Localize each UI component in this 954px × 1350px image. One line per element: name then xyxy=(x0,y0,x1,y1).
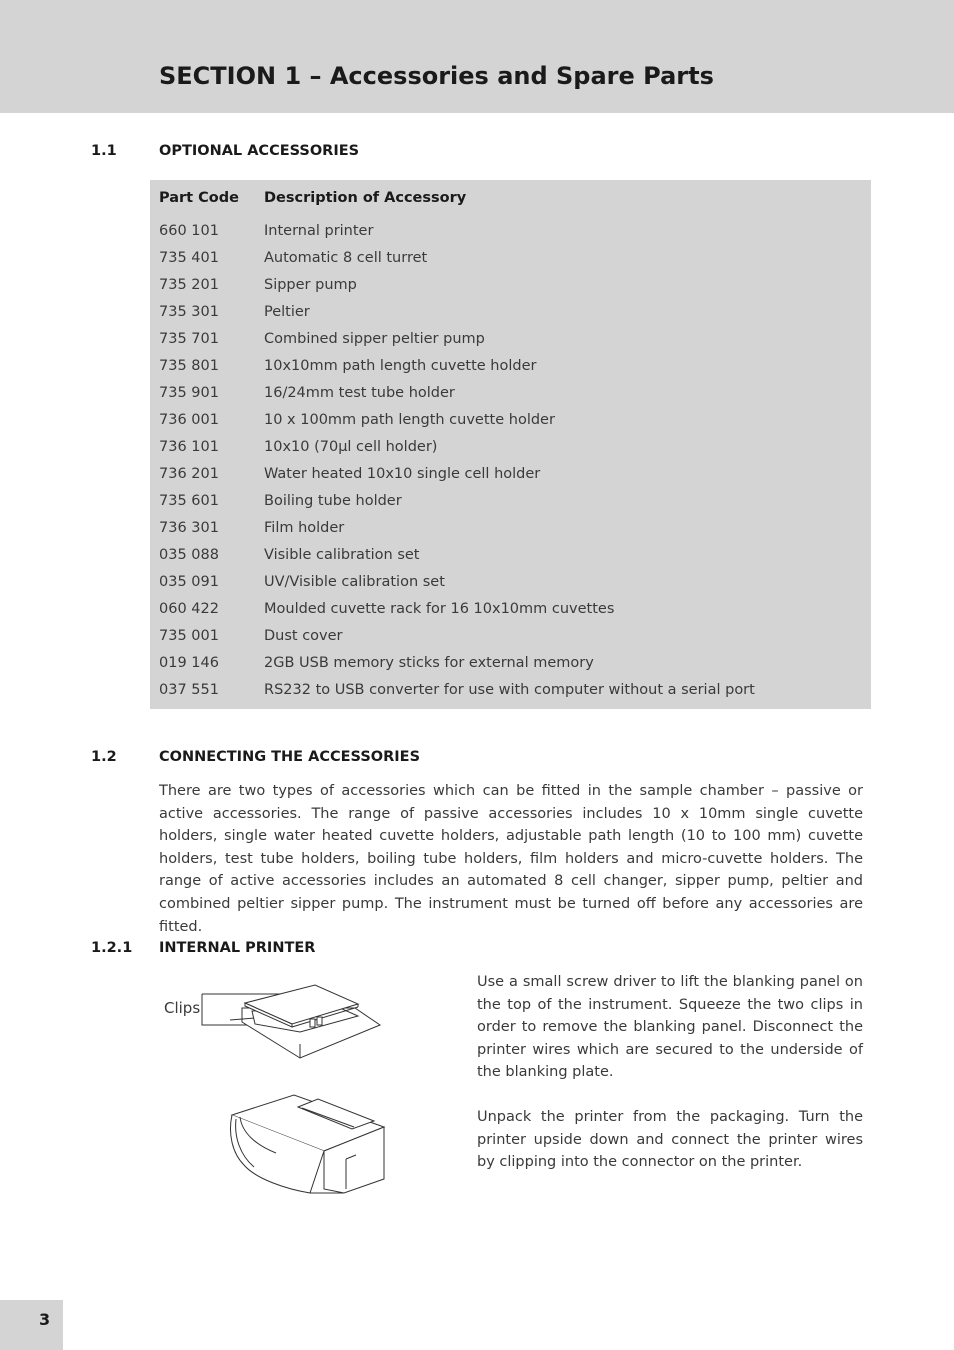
part-code: 736 201 xyxy=(159,466,219,482)
table-row xyxy=(150,596,871,623)
table-row xyxy=(150,218,871,245)
part-code: 735 601 xyxy=(159,493,219,509)
part-code: 735 901 xyxy=(159,385,219,401)
part-code: 736 101 xyxy=(159,439,219,455)
part-description: 2GB USB memory sticks for external memory xyxy=(264,655,594,671)
part-code: 060 422 xyxy=(159,601,219,617)
table-row xyxy=(150,299,871,326)
part-code: 736 301 xyxy=(159,520,219,536)
part-code: 035 088 xyxy=(159,547,219,563)
column-header-description: Description of Accessory xyxy=(264,190,467,206)
page-number-tab xyxy=(0,1300,63,1350)
part-description: Visible calibration set xyxy=(264,547,420,563)
table-row xyxy=(150,434,871,461)
part-code: 735 001 xyxy=(159,628,219,644)
part-description: UV/Visible calibration set xyxy=(264,574,445,590)
part-description: Combined sipper peltier pump xyxy=(264,331,485,347)
part-description: 10x10mm path length cuvette holder xyxy=(264,358,537,374)
blanking-panel-illustration xyxy=(200,980,390,1065)
part-description: Water heated 10x10 single cell holder xyxy=(264,466,541,482)
section-heading-text: CONNECTING THE ACCESSORIES xyxy=(159,749,421,765)
column-header-part-code: Part Code xyxy=(159,190,239,206)
part-description: Sipper pump xyxy=(264,277,357,293)
accessories-table xyxy=(150,180,871,709)
part-code: 035 091 xyxy=(159,574,219,590)
part-description: Dust cover xyxy=(264,628,343,644)
header-band xyxy=(0,0,954,113)
part-description: 10 x 100mm path length cuvette holder xyxy=(264,412,555,428)
part-code: 735 801 xyxy=(159,358,219,374)
table-row xyxy=(150,353,871,380)
table-row xyxy=(150,461,871,488)
section-number: 1.2 xyxy=(91,749,117,765)
section-number: 1.1 xyxy=(91,143,117,159)
printer-illustration xyxy=(226,1093,388,1195)
table-row xyxy=(150,272,871,299)
part-description: Boiling tube holder xyxy=(264,493,402,509)
printer-step-1-text: Use a small screw driver to lift the blanking panel on the top of the instrument. Squeeze the two clips in order to remove the blanking panel. Disconnect the printer wires which are secured to the underside of the blanking plate. xyxy=(477,974,863,1081)
part-code: 019 146 xyxy=(159,655,219,671)
table-row xyxy=(150,677,871,704)
table-row xyxy=(150,407,871,434)
page-number: 3 xyxy=(39,1310,51,1329)
table-row xyxy=(150,623,871,650)
part-description: Internal printer xyxy=(264,223,374,239)
printer-step-2-text: Unpack the printer from the packaging. Turn the printer upside down and connect the printer wires by clipping into the connector on the printer. xyxy=(477,1109,863,1171)
part-code: 736 001 xyxy=(159,412,219,428)
table-row xyxy=(150,245,871,272)
section-heading-text: OPTIONAL ACCESSORIES xyxy=(159,143,360,159)
part-description: Automatic 8 cell turret xyxy=(264,250,428,266)
part-description: 16/24mm test tube holder xyxy=(264,385,455,401)
table-row xyxy=(150,650,871,677)
table-row xyxy=(150,515,871,542)
part-code: 735 701 xyxy=(159,331,219,347)
part-code: 660 101 xyxy=(159,223,219,239)
table-header xyxy=(150,185,871,212)
section-heading-text: INTERNAL PRINTER xyxy=(159,940,316,956)
part-description: RS232 to USB converter for use with computer without a serial port xyxy=(264,682,755,698)
section-number: 1.2.1 xyxy=(91,940,133,956)
part-code: 735 401 xyxy=(159,250,219,266)
table-row xyxy=(150,488,871,515)
page-title: SECTION 1 – Accessories and Spare Parts xyxy=(159,62,714,90)
part-description: Moulded cuvette rack for 16 10x10mm cuvettes xyxy=(264,601,615,617)
table-row xyxy=(150,380,871,407)
part-description: Film holder xyxy=(264,520,345,536)
part-code: 735 301 xyxy=(159,304,219,320)
part-code: 037 551 xyxy=(159,682,219,698)
clips-label: Clips xyxy=(164,999,201,1017)
part-description: Peltier xyxy=(264,304,310,320)
table-row xyxy=(150,326,871,353)
table-row xyxy=(150,569,871,596)
connecting-paragraph: There are two types of accessories which can be fitted in the sample chamber – passive or active accessories. The range of passive accessories includes 10 x 10mm single cuvette holders, single water heated cuvette holders, adjustable path length (10 to 100 mm) cuvette holders, test tube holders, boiling tube holders, film holders and micro-cuvette holders. The range of active accessories includes an automated 8 cell changer, sipper pump, peltier and combined peltier sipper pump. The instrument must be turned off before any accessories are fitted. xyxy=(159,783,863,935)
table-row xyxy=(150,542,871,569)
part-description: 10x10 (70µl cell holder) xyxy=(264,439,438,455)
part-code: 735 201 xyxy=(159,277,219,293)
